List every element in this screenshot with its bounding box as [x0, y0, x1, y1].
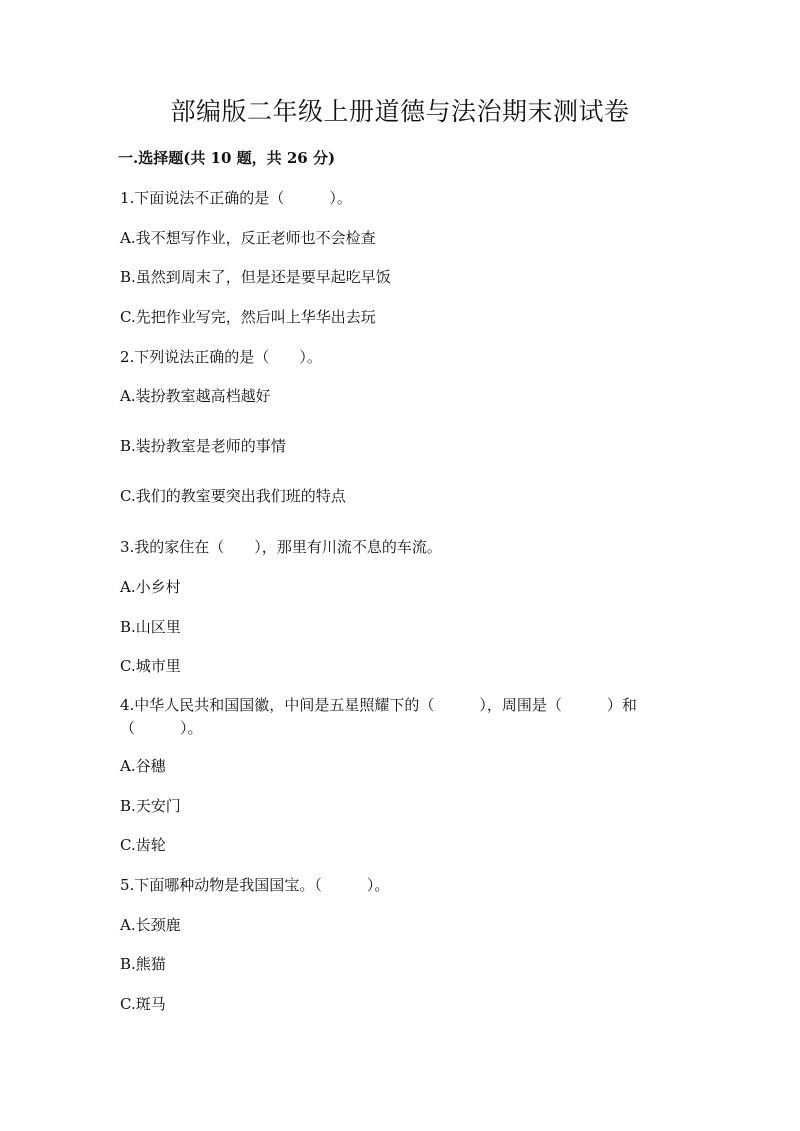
question-4-stem: 4.中华人民共和国国徽，中间是五星照耀下的（ ），周围是（ ）和（ ）。 [120, 696, 637, 737]
question-1-stem: 1.下面说法不正确的是（ ）。 [120, 189, 352, 207]
question-1-option-a: A.我不想写作业，反正老师也不会检查 [120, 229, 376, 247]
question-4-option-c: C.齿轮 [120, 836, 166, 854]
page-title: 部编版二年级上册道德与法治期末测试卷 [170, 97, 630, 126]
question-2-option-a: A.装扮教室越高档越好 [120, 387, 271, 405]
question-2-stem: 2.下列说法正确的是（ ）。 [120, 348, 322, 366]
question-2-option-b: B.装扮教室是老师的事情 [120, 437, 286, 455]
question-2-option-c: C.我们的教室要突出我们班的特点 [120, 487, 346, 505]
question-1-option-c: C.先把作业写完，然后叫上华华出去玩 [120, 308, 376, 326]
question-3-option-c: C.城市里 [120, 657, 181, 675]
question-5-option-c: C.斑马 [120, 995, 166, 1013]
section-heading: 一.选择题(共 10 题，共 26 分) [118, 149, 336, 167]
question-3-stem: 3.我的家住在（ ），那里有川流不息的车流。 [120, 538, 442, 556]
question-5-option-a: A.长颈鹿 [120, 916, 181, 934]
question-4-option-b: B.天安门 [120, 797, 181, 815]
question-1-option-b: B.虽然到周末了，但是还是要早起吃早饭 [120, 268, 391, 286]
question-3-option-b: B.山区里 [120, 618, 181, 636]
question-3-option-a: A.小乡村 [120, 578, 181, 596]
question-4-option-a: A.谷穗 [120, 757, 166, 775]
question-5-stem: 5.下面哪种动物是我国国宝。（ ）。 [120, 876, 390, 894]
question-5-option-b: B.熊猫 [120, 955, 166, 973]
